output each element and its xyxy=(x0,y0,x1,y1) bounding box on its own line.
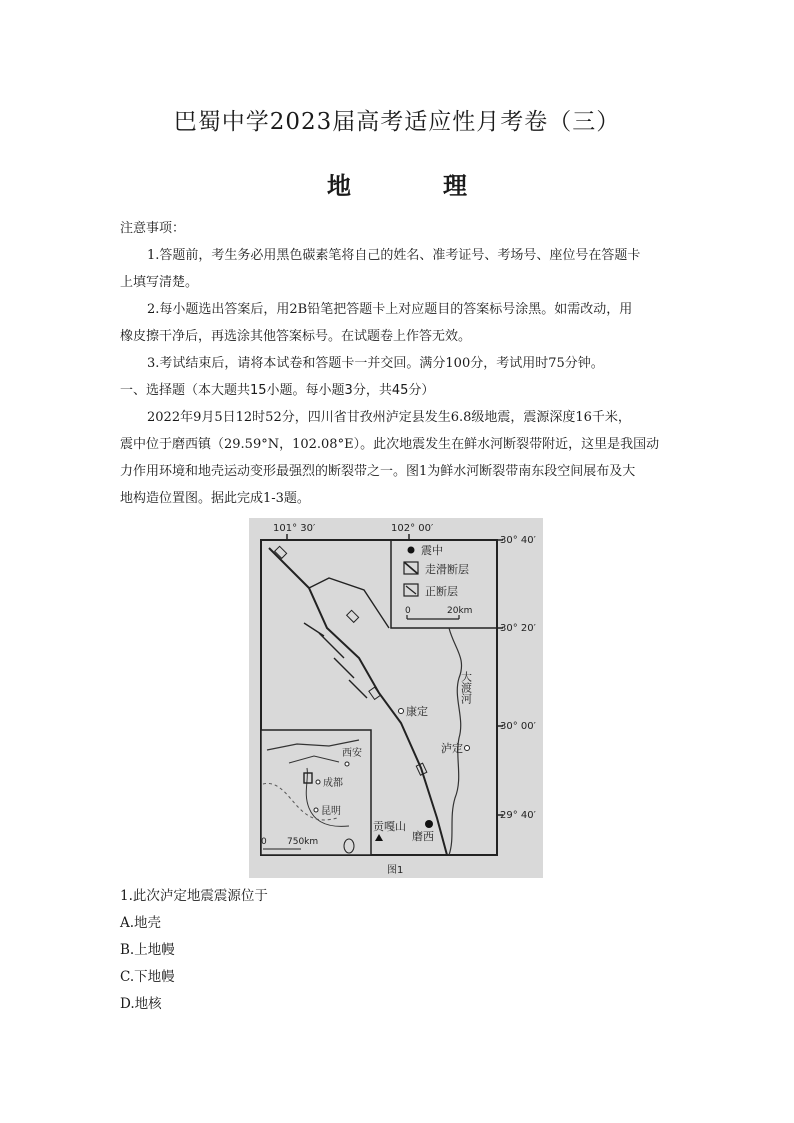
inset-chengdu-marker xyxy=(316,780,320,784)
section-heading: 一、选择题（本大题共15小题。每小题3分，共45分） xyxy=(120,383,435,398)
notice-item-3: 3.考试结束后，请将本试卷和答题卡一并交回。满分100分，考试用时75分钟。 xyxy=(147,356,604,371)
question-1-option-a: A.地壳 xyxy=(120,915,162,931)
notice-item-1-line-2: 上填写清楚。 xyxy=(120,275,199,290)
notice-item-1-line-1: 1.答题前，考生务必用黑色碳素笔将自己的姓名、准考证号、考场号、座位号在答题卡 xyxy=(147,248,641,263)
lon-label-1: 101° 30′ xyxy=(273,523,316,534)
map-graphic xyxy=(369,687,380,699)
inset-scale-zero: 0 xyxy=(261,837,267,847)
map-graphic xyxy=(406,586,416,594)
luding-label: 泸定 xyxy=(441,742,463,755)
passage-line-1: 2022年9月5日12时52分，四川省甘孜州泸定县发生6.8级地震，震源深度16千米， xyxy=(147,410,631,425)
river-label-1: 大渡河 xyxy=(459,671,473,704)
fault-branch-4 xyxy=(334,658,354,678)
gongga-label: 贡嘎山 xyxy=(373,820,406,833)
inset-kunming-label: 昆明 xyxy=(321,806,341,817)
question-1-stem: 1.此次泸定地震震源位于 xyxy=(120,888,268,904)
lat-label-3: 30° 00′ xyxy=(500,721,536,732)
page-title: 巴蜀中学2023届高考适应性月考卷（三） xyxy=(173,109,621,135)
passage-line-4: 地构造位置图。据此完成1-3题。 xyxy=(120,491,310,506)
lon-label-2: 102° 00′ xyxy=(391,523,434,534)
lat-label-1: 30° 40′ xyxy=(500,535,536,546)
notice-heading: 注意事项： xyxy=(120,221,186,236)
legend-epicenter-icon xyxy=(408,547,415,554)
notice-item-2-line-2: 橡皮擦干净后，再选涂其他答案标号。在试题卷上作答无效。 xyxy=(120,329,472,344)
inset-xian-marker xyxy=(345,762,349,766)
question-1-option-b: B.上地幔 xyxy=(120,942,175,958)
fault-branch-1 xyxy=(309,578,389,628)
passage-line-3: 力作用环境和地壳运动变形最强烈的断裂带之一。图1为鲜水河断裂带南东段空间展布及大 xyxy=(120,464,636,479)
fault-branch-5 xyxy=(349,680,367,698)
figure-map xyxy=(249,518,543,878)
kangding-label: 康定 xyxy=(406,705,428,718)
inset-xian-label: 西安 xyxy=(342,748,362,759)
legend-strike-slip-label: 走滑断层 xyxy=(425,563,469,576)
kangding-marker xyxy=(399,709,404,714)
scale-label: 20km xyxy=(447,606,473,616)
inset-kunming-marker xyxy=(314,808,318,812)
luding-marker xyxy=(465,746,470,751)
scale-zero: 0 xyxy=(405,606,411,616)
gongga-mountain-icon xyxy=(375,834,383,841)
figure-caption: 图1 xyxy=(387,865,404,876)
notice-item-2-line-1: 2.每小题选出答案后，用2B铅笔把答题卡上对应题目的答案标号涂黑。如需改动，用 xyxy=(147,302,633,317)
map-graphic xyxy=(347,610,359,622)
map-graphic xyxy=(404,562,418,574)
legend-normal-fault-label: 正断层 xyxy=(425,585,458,598)
fault-branch-3 xyxy=(319,633,344,658)
passage-line-2: 震中位于磨西镇（29.59°N，102.08°E）。此次地震发生在鲜水河断裂带附近，这里是我国动 xyxy=(120,437,660,452)
question-1-option-d: D.地核 xyxy=(120,996,162,1012)
lat-label-2: 30° 20′ xyxy=(500,623,536,634)
legend-epicenter-label: 震中 xyxy=(421,544,443,557)
question-1-option-c: C.下地幔 xyxy=(120,969,175,985)
lat-label-4: 29° 40′ xyxy=(500,810,536,821)
subject-title: 地 理 xyxy=(327,171,501,200)
inset-scale-label: 750km xyxy=(287,837,319,847)
moxi-label: 磨西 xyxy=(412,830,434,843)
inset-chengdu-label: 成都 xyxy=(323,778,343,789)
epicenter-marker xyxy=(425,820,433,828)
